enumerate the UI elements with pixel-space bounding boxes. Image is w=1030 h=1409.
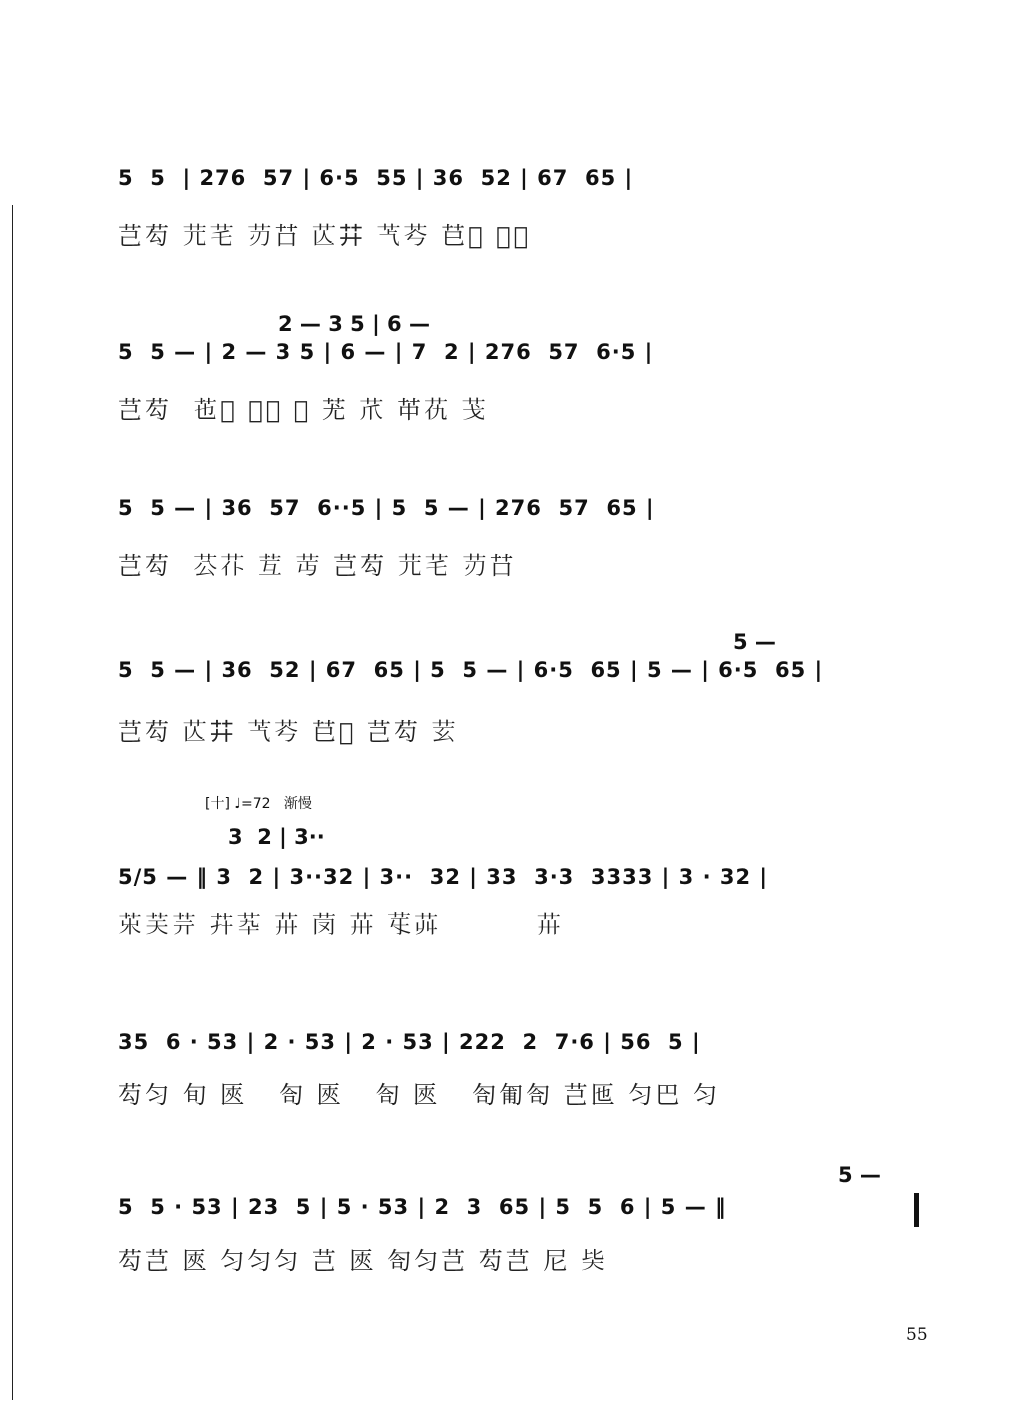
upper-voice-notation: 5 — [838,1163,881,1187]
jianpu-notation-line: 5 5 — | 36 52 | 67 65 | 5 5 — | 6·5 65 | 5 — | 6·5 65 | [118,658,824,682]
jianzipu-tablature-line: 芶匀 旬 匧 匌 匧 匌 匧 匌匍匌 芑匜 匀巴 匀 [118,1081,721,1109]
jianpu-notation-line: 5 5 · 53 | 23 5 | 5 · 53 | 2 3 65 | 5 5 6 | 5 — ‖ [118,1195,727,1219]
jianzipu-tablature-line: 𦬝𦬞𦬟 𦬠𦬡 𦬢 𦬣 𦬢 𦬤𦬥 𦬢 [118,911,564,939]
final-barline [914,1193,919,1227]
jianpu-notation-line: 5 5 — | 2 — 3 5 | 6 — | 7 2 | 276 57 6·5 | [118,340,654,364]
upper-voice-notation: 2 — 3 5 | 6 — [278,312,430,336]
jianpu-notation-line: 5/5 — ‖ 3 2 | 3··32 | 3·· 32 | 33 3·3 3333 | 3 · 32 | [118,865,769,889]
jianpu-notation-line: 5 5 — | 36 57 6··5 | 5 5 — | 276 57 65 | [118,496,655,520]
jianpu-notation-line: 5 5 | 276 57 | 6·5 55 | 36 52 | 67 65 | [118,166,634,190]
binding-rule [12,205,13,1400]
jianpu-notation-line: 35 6 · 53 | 2 · 53 | 2 · 53 | 222 2 7·6 | 56 5 | [118,1030,701,1054]
page-number: 55 [906,1325,928,1345]
upper-voice-notation: 3 2 | 3·· [228,825,325,849]
jianzipu-tablature-line: 芑芶 𦬎𦬏 𦬐𦬑 𦬒 𦬓 𦬔 𦬕𦬖 𦬗 [118,396,489,424]
jianzipu-tablature-line: 芑芶 𦬂𦬃 𦬄𦬅 𦬆𦬇 𦬈𦬉 𦬊𦬋 𦬌𦬍 [118,222,531,250]
jianzipu-tablature-line: 芑芶 𦬘𦬙 𦬚 𦬛 芑芶 𦬂𦬃 𦬄𦬅 [118,552,517,580]
jianzipu-tablature-line: 芶芑 匧 匀匀匀 芑 匧 匌匀芑 芶芑 尼 𦬦 [118,1247,609,1275]
section-tempo-marking: [十] ♩=72 渐慢 [205,796,312,812]
upper-voice-notation: 5 — [733,630,776,654]
jianzipu-tablature-line: 芑芶 𦬆𦬇 𦬈𦬉 𦬊𦬋 芑芶 𦬜 [118,718,459,746]
